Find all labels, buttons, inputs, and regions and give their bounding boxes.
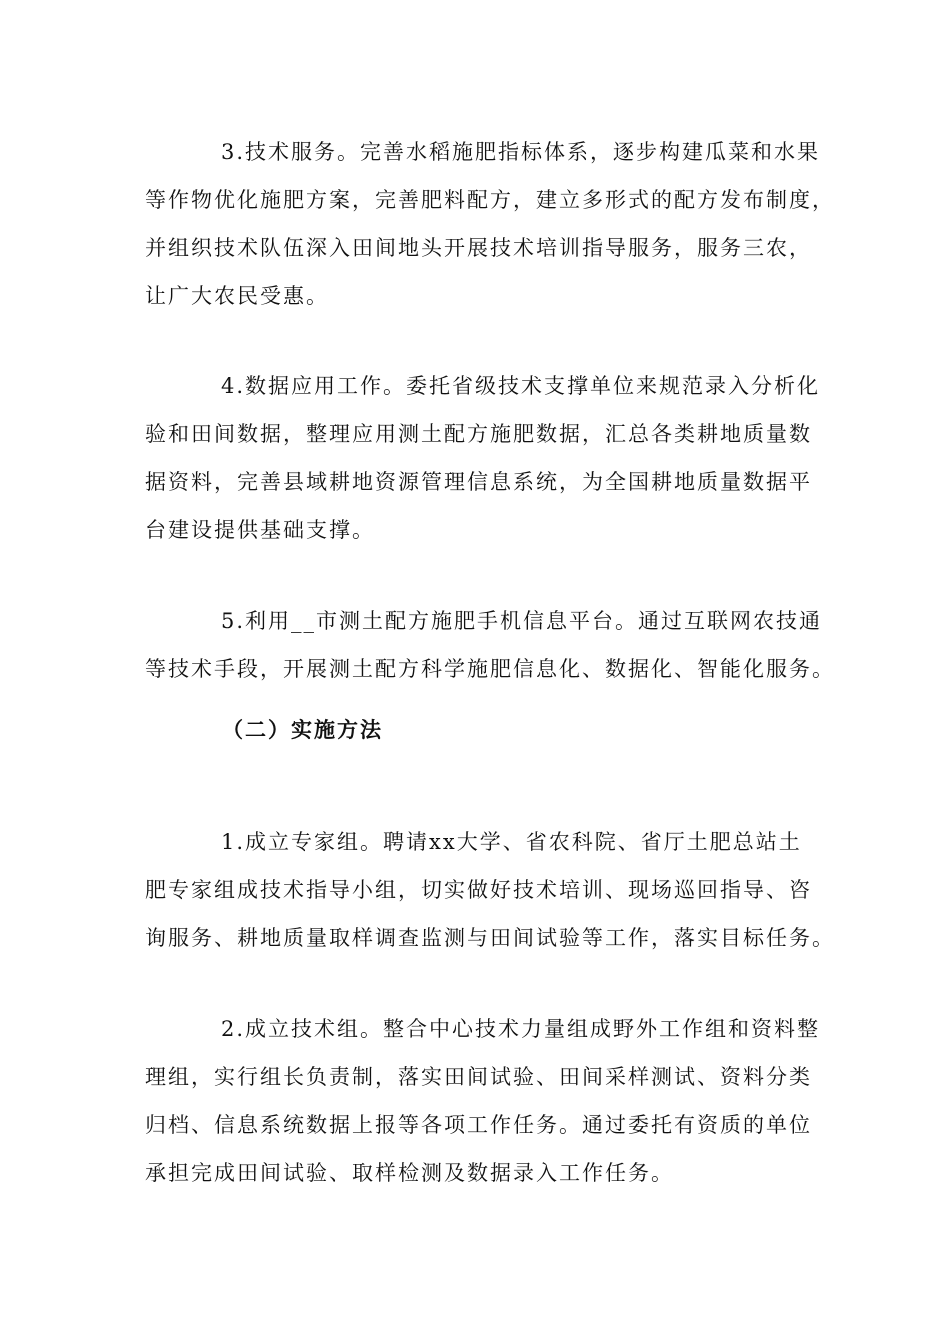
text-line: 1.成立专家组。聘请xx大学、省农科院、省厅土肥总站土 [221,830,802,854]
text-line: 2.成立技术组。整合中心技术力量组成野外工作组和资料整 [221,1017,821,1041]
text-line: 并组织技术队伍深入田间地头开展技术培训指导服务，服务三农， [145,236,812,260]
text-line: 据资料，完善县域耕地资源管理信息系统，为全国耕地质量数据平 [145,470,812,494]
paragraph-mobile-platform [145,597,835,693]
paragraph-technical-group [145,1005,821,1197]
text-line: 等技术手段，开展测土配方科学施肥信息化、数据化、智能化服务。 [145,657,835,681]
text-line: 让广大农民受惠。 [145,284,329,308]
text-line: 等作物优化施肥方案，完善肥料配方，建立多形式的配方发布制度， [145,188,835,212]
text-line: 台建设提供基础支撑。 [145,518,375,542]
text-line: 4.数据应用工作。委托省级技术支撑单位来规范录入分析化 [221,374,821,398]
text-line: 询服务、耕地质量取样调查监测与田间试验等工作，落实目标任务。 [145,926,835,950]
text-line: 归档、信息系统数据上报等各项工作任务。通过委托有资质的单位 [145,1113,812,1137]
text-line: 3.技术服务。完善水稻施肥指标体系，逐步构建瓜菜和水果 [221,140,821,164]
text-line: 5.利用__市测土配方施肥手机信息平台。通过互联网农技通 [221,609,823,633]
section-heading: （二）实施方法 [222,717,383,742]
text-line: 理组，实行组长负责制，落实田间试验、田间采样测试、资料分类 [145,1065,812,1089]
text-line: 验和田间数据，整理应用测土配方施肥数据，汇总各类耕地质量数 [145,422,812,446]
paragraph-technical-service [145,128,835,320]
paragraph-data-application [145,362,821,554]
text-line: 肥专家组成技术指导小组，切实做好技术培训、现场巡回指导、咨 [145,878,812,902]
text-line: 承担完成田间试验、取样检测及数据录入工作任务。 [145,1161,674,1185]
paragraph-expert-group [145,818,835,962]
